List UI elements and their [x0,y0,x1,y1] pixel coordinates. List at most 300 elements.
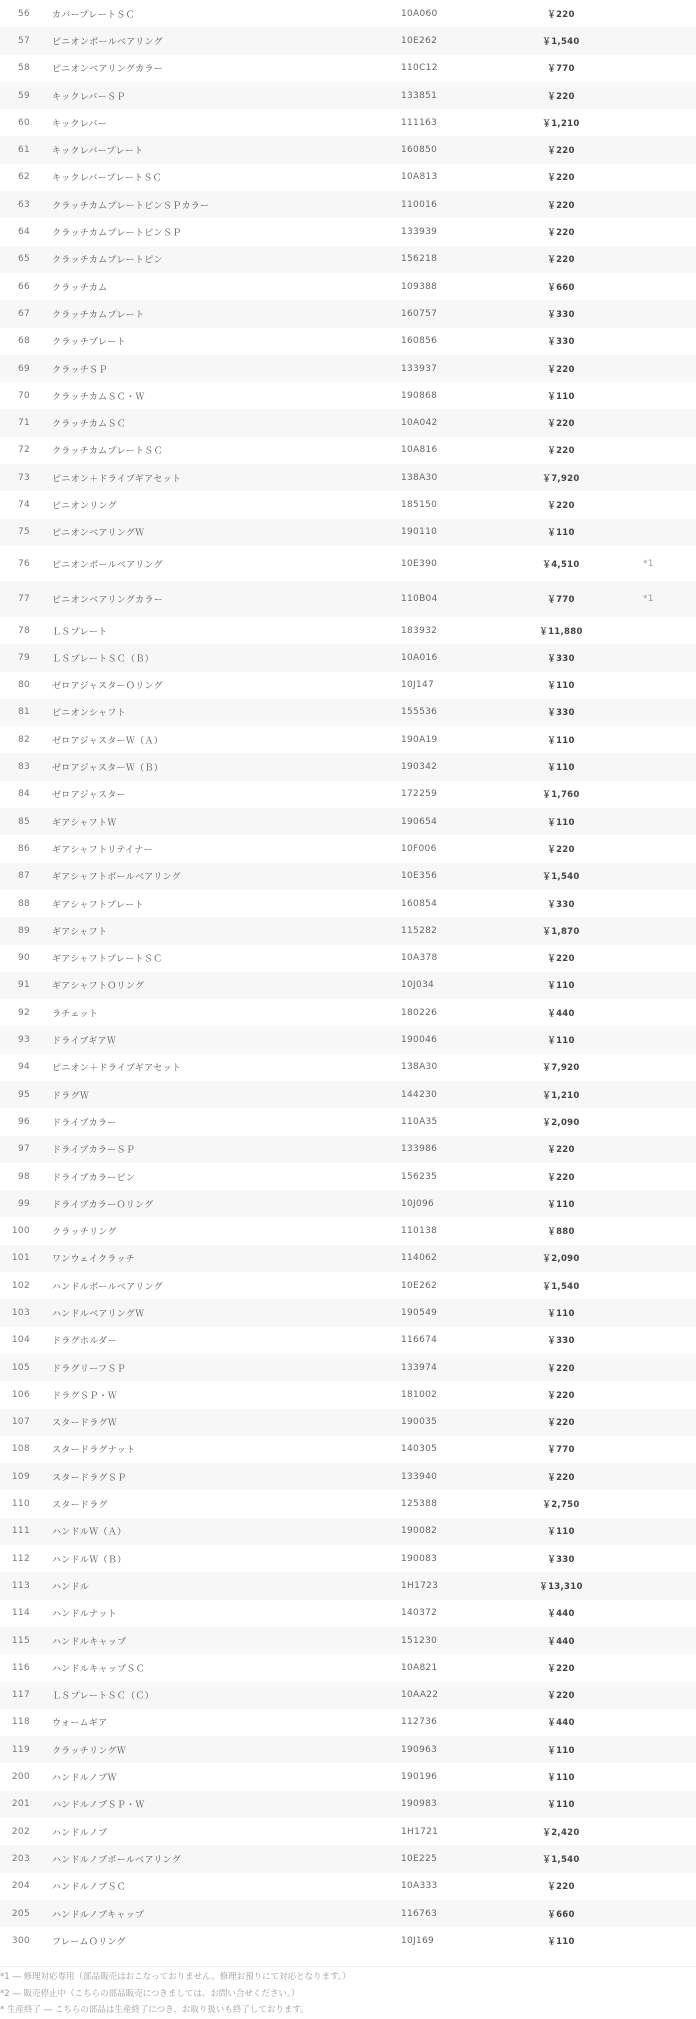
part-number-cell: 89 [17,925,30,936]
part-price-cell: ￥220 [547,1882,575,1893]
part-price-cell: ￥220 [547,1472,575,1483]
part-code-cell: 10J169 [401,1935,435,1946]
part-name-cell: キックレバー [52,119,107,130]
part-name-cell: ギアシャフトリテイナー [52,845,153,856]
part-number-cell: 102 [11,1280,30,1291]
table-row [0,409,696,436]
part-name-cell: クラッチカムＳＣ [52,419,127,430]
part-code-cell: 10E390 [401,558,438,569]
part-name-cell: ドライブカラー [52,1118,117,1129]
part-price-cell: ￥440 [547,1718,575,1729]
table-row [0,808,696,835]
table-row [0,1081,696,1108]
part-price-cell: ￥11,880 [539,626,583,637]
part-code-cell: 133986 [401,1144,438,1155]
part-name-cell: クラッチカムＳＣ・Ｗ [52,392,145,403]
part-number-cell: 107 [11,1417,30,1428]
part-price-cell: ￥1,540 [542,36,580,47]
table-row [0,491,696,518]
part-name-cell: ハンドルノブＳＣ [52,1882,127,1893]
table-row [0,136,696,163]
part-code-cell: 10E262 [401,35,438,46]
part-price-cell: ￥110 [547,1773,575,1784]
part-price-cell: ￥660 [547,282,575,293]
part-price-cell: ￥1,210 [542,1090,580,1101]
table-row [0,1327,696,1354]
part-price-cell: ￥330 [547,708,575,719]
part-price-cell: ￥110 [547,1800,575,1811]
part-number-cell: 116 [11,1662,30,1673]
part-name-cell: ピニオンベアリングカラー [52,595,164,606]
part-code-cell: 10J096 [401,1198,435,1209]
part-price-cell: ￥4,510 [542,559,580,570]
table-row [0,699,696,726]
table-row [0,999,696,1026]
part-code-cell: 190110 [401,527,438,538]
part-number-cell: 71 [17,418,30,429]
part-price-cell: ￥770 [547,595,575,606]
part-price-cell: ￥1,540 [542,1281,580,1292]
part-number-cell: 99 [17,1198,30,1209]
table-row [0,55,696,82]
footnote-discontinued: * 生産終了 ― こちらの部品は生産終了につき、お取り扱いも終了しております。 [0,2005,309,2016]
part-number-cell: 94 [17,1062,30,1073]
part-name-cell: ドラグＳＰ・Ｗ [52,1391,118,1402]
table-row [0,1518,696,1545]
part-number-cell: 63 [17,199,30,210]
table-row [0,672,696,699]
part-code-cell: 155536 [401,707,438,718]
part-price-cell: ￥110 [547,763,575,774]
table-row [0,1190,696,1217]
part-code-cell: 114062 [401,1253,438,1264]
part-code-cell: 111163 [401,117,438,128]
footnote-repair-only: *1 ― 修理対応専用（部品販売はおこなっておりません。修理お預りにて対応となります。） [0,1972,351,1983]
part-number-cell: 205 [11,1908,30,1919]
footnotes [0,1966,696,2019]
part-number-cell: 95 [17,1089,30,1100]
part-number-cell: 77 [17,594,30,605]
part-name-cell: ギアシャフトＯリング [52,981,145,992]
part-code-cell: 151230 [401,1635,438,1646]
part-name-cell: ハンドルノブＳＰ・Ｗ [52,1800,145,1811]
part-code-cell: 190196 [401,1772,438,1783]
part-number-cell: 92 [17,1007,30,1018]
part-name-cell: ハンドルＷ（Ｂ） [52,1555,127,1566]
part-code-cell: 183932 [401,625,438,636]
part-name-cell: ドライブギアＷ [52,1036,117,1047]
table-row [0,1272,696,1299]
part-number-cell: 85 [17,816,30,827]
part-name-cell: キックレバープレート [52,146,144,157]
part-name-cell: ピニオンボールベアリング [52,560,163,571]
table-row [0,164,696,191]
table-row [0,1463,696,1490]
part-number-cell: 110 [11,1499,30,1510]
part-name-cell: ハンドルキャップ [52,1637,127,1648]
part-code-cell: 109388 [401,281,438,292]
table-row [0,328,696,355]
part-number-cell: 62 [17,172,30,183]
part-name-cell: クラッチカム [52,283,108,294]
table-row [0,218,696,245]
table-row [0,1054,696,1081]
table-row [0,1163,696,1190]
part-number-cell: 300 [11,1935,30,1946]
part-code-cell: 180226 [401,1007,438,1018]
part-code-cell: 185150 [401,499,438,510]
part-price-cell: ￥7,920 [542,1063,580,1074]
footnote-sales-suspended: *2 ― 販売停止中（こちらの部品販売につきましては、お問い合せください。） [0,1988,300,1999]
part-price-cell: ￥220 [547,446,575,457]
part-number-cell: 60 [17,117,30,128]
part-code-cell: 115282 [401,925,438,936]
part-name-cell: ウォームギア [52,1718,108,1729]
table-row [0,617,696,644]
part-code-cell: 160850 [401,145,438,156]
part-number-cell: 59 [17,90,30,101]
part-number-cell: 88 [17,898,30,909]
part-number-cell: 57 [17,35,30,46]
part-price-cell: ￥110 [547,1199,575,1210]
table-row [0,1763,696,1790]
table-row [0,519,696,546]
part-price-cell: ￥880 [547,1227,575,1238]
part-code-cell: 116674 [401,1335,438,1346]
part-code-cell: 140305 [401,1444,438,1455]
part-code-cell: 160854 [401,898,438,909]
table-row [0,1545,696,1572]
table-row [0,82,696,109]
part-number-cell: 111 [11,1526,30,1537]
part-number-cell: 115 [11,1635,30,1646]
part-price-cell: ￥220 [547,91,575,102]
part-number-cell: 72 [17,445,30,456]
part-name-cell: ギアシャフトボールベアリング [52,872,181,883]
part-price-cell: ￥330 [547,1554,575,1565]
part-name-cell: ピニオン＋ドライブギアセット [52,474,182,485]
part-name-cell: スタードラグＳＰ [52,1473,127,1484]
part-price-cell: ￥770 [547,1445,575,1456]
part-name-cell: ピニオンベアリングＷ [52,528,145,539]
part-name-cell: クラッチリング [52,1227,117,1238]
part-code-cell: 10F006 [401,843,437,854]
part-code-cell: 10A333 [401,1881,438,1892]
part-number-cell: 75 [17,527,30,538]
part-code-cell: 10J034 [401,980,435,991]
table-row [0,191,696,218]
part-name-cell: ＬＳプレートＳＣ（Ｃ） [52,1691,154,1702]
part-price-cell: ￥110 [547,1036,575,1047]
part-number-cell: 103 [11,1308,30,1318]
part-number-cell: 119 [11,1744,30,1755]
part-code-cell: 10E225 [401,1853,438,1864]
part-name-cell: ハンドルノブボールベアリング [52,1855,182,1866]
part-name-cell: クラッチカムプレートピンＳＰカラー [52,201,210,212]
part-number-cell: 70 [17,390,30,401]
part-code-cell: 110C12 [401,63,438,74]
part-number-cell: 84 [17,789,30,800]
part-code-cell: 110B04 [401,594,438,605]
part-price-cell: ￥330 [547,899,575,910]
table-row [0,300,696,327]
part-code-cell: 181002 [401,1389,438,1400]
part-number-cell: 67 [17,308,30,319]
table-row [0,1026,696,1053]
part-price-cell: ￥110 [547,681,575,692]
part-code-cell: 138A30 [401,1062,438,1073]
part-number-cell: 81 [17,707,30,718]
part-number-cell: 68 [17,336,30,347]
table-row [0,1136,696,1163]
part-code-cell: 190083 [401,1553,438,1564]
part-name-cell: ハンドルベアリングＷ [52,1309,145,1320]
table-row [0,355,696,382]
part-price-cell: ￥330 [547,1336,575,1347]
part-number-cell: 90 [17,953,30,964]
table-row [0,1436,696,1463]
table-row [0,835,696,862]
part-code-cell: 10A816 [401,445,438,456]
table-row [0,246,696,273]
part-price-cell: ￥330 [547,309,575,320]
part-number-cell: 79 [17,652,30,663]
part-number-cell: 56 [17,8,30,19]
part-code-cell: 110A35 [401,1116,438,1127]
table-row [0,753,696,780]
part-code-cell: 156235 [401,1171,438,1182]
part-number-cell: 87 [17,871,30,882]
part-code-cell: 160757 [401,308,438,319]
part-code-cell: 138A30 [401,472,438,483]
part-price-cell: ￥1,540 [542,872,580,883]
part-price-cell: ￥220 [547,844,575,855]
part-price-cell: ￥220 [547,1390,575,1401]
part-number-cell: 98 [17,1171,30,1182]
part-number-cell: 64 [17,227,30,238]
part-number-cell: 91 [17,980,30,991]
part-name-cell: ハンドルキャップＳＣ [52,1664,146,1675]
part-number-cell: 109 [11,1471,30,1482]
table-row [0,1490,696,1517]
part-name-cell: ゼロアジャスターＷ（Ａ） [52,736,164,747]
part-price-cell: ￥330 [547,337,575,348]
part-name-cell: ギアシャフトプレートＳＣ [52,954,163,965]
part-number-cell: 101 [11,1253,30,1264]
part-price-cell: ￥220 [547,1663,575,1674]
part-name-cell: ドライブカラーピン [52,1173,136,1184]
part-price-cell: ￥110 [547,528,575,539]
part-name-cell: クラッチカムプレートピン [52,255,163,266]
part-name-cell: ピニオンベアリングカラー [52,64,164,75]
part-name-cell: クラッチカムプレート [52,310,145,321]
table-row [0,1654,696,1681]
table-row [0,1927,696,1954]
table-row [0,1354,696,1381]
part-code-cell: 190082 [401,1526,438,1537]
part-price-cell: ￥220 [547,1172,575,1183]
table-row [0,1873,696,1900]
part-price-cell: ￥220 [547,1691,575,1702]
part-number-cell: 78 [17,625,30,636]
table-row [0,109,696,136]
part-code-cell: 190549 [401,1308,438,1318]
table-row [0,1709,696,1736]
part-name-cell: ＬＳプレートＳＣ（Ｂ） [52,654,154,665]
part-name-cell: ハンドルノブ [52,1828,108,1839]
part-name-cell: スタードラグナット [52,1445,136,1456]
part-code-cell: 10AA22 [401,1690,439,1701]
part-code-cell: 10A378 [401,953,438,964]
table-row [0,581,696,617]
part-price-cell: ￥110 [547,1309,575,1319]
part-number-cell: 100 [11,1226,30,1237]
part-name-cell: ピニオン＋ドライブギアセット [52,1063,182,1074]
part-price-cell: ￥220 [547,9,575,20]
part-code-cell: 10A060 [401,8,438,19]
part-number-cell: 82 [17,734,30,745]
table-row [0,464,696,491]
part-number-cell: 114 [11,1608,30,1619]
part-name-cell: ＬＳプレート [52,627,108,638]
part-name-cell: クラッチカムプレートＳＣ [52,446,163,457]
part-number-cell: 118 [11,1717,30,1728]
part-name-cell: クラッチカムプレートピンＳＰ [52,228,182,239]
part-code-cell: 190A19 [401,734,438,745]
part-name-cell: スタードラグＷ [52,1418,118,1429]
part-number-cell: 61 [17,145,30,156]
part-code-cell: 190983 [401,1799,438,1810]
part-price-cell: ￥770 [547,64,575,75]
part-number-cell: 73 [17,472,30,483]
part-number-cell: 69 [17,363,30,374]
part-code-cell: 190046 [401,1035,438,1046]
table-row [0,781,696,808]
part-number-cell: 106 [11,1389,30,1400]
part-number-cell: 105 [11,1362,30,1373]
part-price-cell: ￥220 [547,200,575,211]
part-number-cell: 202 [11,1826,30,1837]
part-name-cell: ワンウェイクラッチ [52,1254,135,1265]
part-number-cell: 96 [17,1116,30,1127]
part-name-cell: ゼロアジャスター [52,790,126,801]
part-price-cell: ￥2,750 [542,1500,580,1511]
part-number-cell: 93 [17,1035,30,1046]
part-name-cell: ドライブカラーＳＰ [52,1145,136,1156]
table-row [0,1108,696,1135]
part-name-cell: ハンドルナット [52,1609,117,1620]
part-code-cell: 190342 [401,762,438,773]
part-number-cell: 80 [17,680,30,691]
part-number-cell: 108 [11,1444,30,1455]
part-price-cell: ￥220 [547,500,575,511]
part-number-cell: 66 [17,281,30,292]
part-name-cell: ハンドルＷ（Ａ） [52,1527,127,1538]
table-row [0,27,696,54]
part-note-cell: *1 [643,558,654,569]
part-code-cell: 110138 [401,1226,438,1237]
part-number-cell: 76 [17,558,30,569]
part-code-cell: 190963 [401,1744,438,1755]
part-code-cell: 144230 [401,1089,438,1100]
part-price-cell: ￥110 [547,735,575,746]
table-row [0,1572,696,1599]
part-price-cell: ￥110 [547,1745,575,1756]
part-name-cell: ラチェット [52,1009,99,1020]
table-row [0,1627,696,1654]
table-row [0,382,696,409]
part-code-cell: 10A016 [401,652,438,663]
part-name-cell: ハンドルボールベアリング [52,1282,163,1293]
part-price-cell: ￥440 [547,1008,575,1019]
table-row [0,1682,696,1709]
part-number-cell: 112 [11,1553,30,1564]
part-name-cell: ハンドル [52,1582,90,1593]
part-price-cell: ￥110 [547,817,575,828]
part-name-cell: ピニオンボールベアリング [52,37,163,48]
part-code-cell: 133937 [401,363,438,374]
part-name-cell: クラッチリングＷ [52,1746,127,1757]
table-row [0,863,696,890]
part-code-cell: 190868 [401,390,438,401]
part-number-cell: 65 [17,254,30,265]
part-code-cell: 133974 [401,1362,438,1373]
part-price-cell: ￥220 [547,228,575,239]
part-price-cell: ￥110 [547,1936,575,1947]
part-price-cell: ￥220 [547,1145,575,1156]
part-code-cell: 1H1723 [401,1580,439,1591]
part-code-cell: 112736 [401,1717,438,1728]
part-code-cell: 10J147 [401,680,435,691]
table-row [0,1381,696,1408]
part-name-cell: ゼロアジャスターＷ（Ｂ） [52,763,164,774]
part-number-cell: 204 [11,1881,30,1892]
table-row [0,1736,696,1763]
part-code-cell: 10E262 [401,1280,438,1291]
part-price-cell: ￥330 [547,653,575,664]
table-row [0,726,696,753]
part-code-cell: 10E356 [401,871,438,882]
part-price-cell: ￥220 [547,364,575,375]
part-code-cell: 133939 [401,227,438,238]
part-price-cell: ￥1,870 [542,926,580,937]
part-name-cell: キックレバープレートＳＣ [52,173,162,184]
part-code-cell: 125388 [401,1499,438,1510]
part-code-cell: 10A821 [401,1662,438,1673]
part-code-cell: 160856 [401,336,438,347]
part-code-cell: 133940 [401,1471,438,1482]
part-code-cell: 10A042 [401,418,438,429]
part-name-cell: ギアシャフトＷ [52,818,117,829]
part-name-cell: ドラグホルダー [52,1336,117,1347]
part-price-cell: ￥220 [547,954,575,965]
part-code-cell: 10A813 [401,172,438,183]
part-code-cell: 190654 [401,816,438,827]
part-price-cell: ￥2,090 [542,1117,580,1128]
part-number-cell: 113 [11,1580,30,1591]
part-price-cell: ￥110 [547,1527,575,1538]
part-name-cell: キックレバーＳＰ [52,92,126,103]
part-name-cell: ピニオンリング [52,501,117,512]
part-price-cell: ￥220 [547,1418,575,1429]
part-price-cell: ￥220 [547,173,575,184]
part-price-cell: ￥7,920 [542,473,580,484]
part-code-cell: 156218 [401,254,438,265]
table-row [0,644,696,671]
part-code-cell: 140372 [401,1608,438,1619]
part-price-cell: ￥1,760 [542,790,580,801]
part-number-cell: 203 [11,1853,30,1864]
